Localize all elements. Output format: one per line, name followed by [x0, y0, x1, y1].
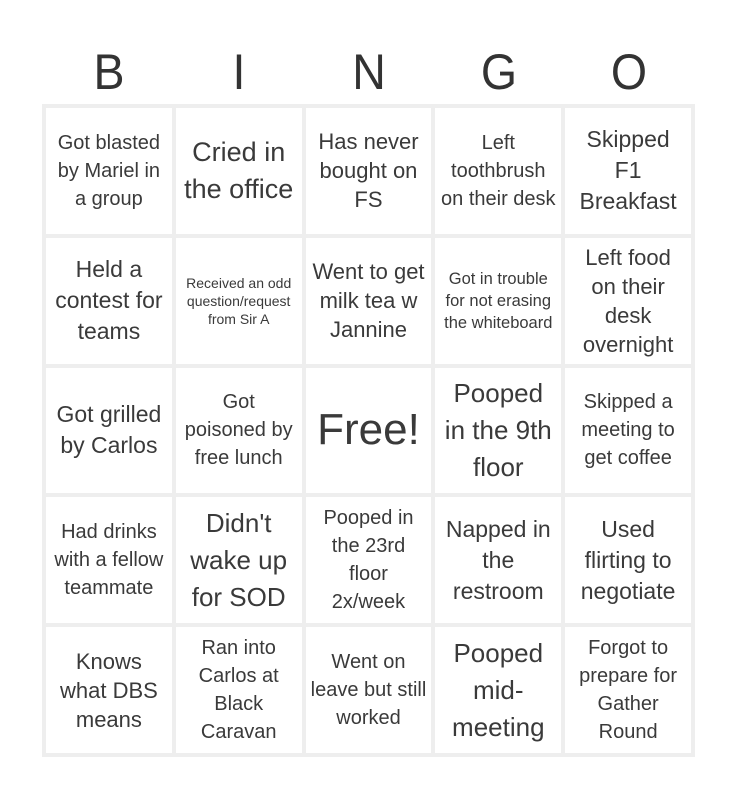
- bingo-cell-r4-c3[interactable]: [435, 627, 561, 753]
- bingo-cell-r4-c0[interactable]: [46, 627, 172, 753]
- free-space-label: Free!: [317, 405, 420, 455]
- cell-label: Got in trouble for not erasing the whiteboard: [444, 269, 553, 332]
- cell-label: Got poisoned by free lunch: [184, 391, 293, 470]
- cell-label: Left food on their desk overnight: [582, 244, 674, 357]
- bingo-cell-r3-c0[interactable]: [46, 497, 172, 623]
- cell-label: Skipped F1 Breakfast: [579, 126, 677, 215]
- bingo-cell-r4-c2[interactable]: [306, 627, 432, 753]
- cell-label: Had drinks with a fellow teammate: [54, 521, 164, 600]
- bingo-cell-r3-c2[interactable]: [306, 497, 432, 623]
- header-letter-n: N: [352, 44, 386, 100]
- bingo-cell-r0-c3[interactable]: [435, 108, 561, 234]
- bingo-cell-r0-c4[interactable]: [565, 108, 691, 234]
- bingo-cell-r4-c1[interactable]: [176, 627, 302, 753]
- cell-label: Went to get milk tea w Jannine: [312, 259, 425, 343]
- cell-label: Napped in the restroom: [445, 515, 551, 604]
- cell-label: Cried in the office: [184, 136, 294, 204]
- bingo-cell-r3-c3[interactable]: [435, 497, 561, 623]
- cell-label: Held a contest for teams: [55, 256, 163, 345]
- header-letter-g: G: [480, 44, 518, 100]
- bingo-cell-r3-c1[interactable]: [176, 497, 302, 623]
- cell-label: Pooped in the 9th floor: [444, 377, 552, 482]
- cell-label: Got grilled by Carlos: [56, 401, 162, 459]
- bingo-cell-r0-c2[interactable]: [306, 108, 432, 234]
- bingo-board: [42, 104, 695, 757]
- bingo-header: [44, 44, 694, 100]
- bingo-cell-r3-c4[interactable]: [565, 497, 691, 623]
- cell-label: Knows what DBS means: [59, 648, 158, 732]
- bingo-cell-r2-c0[interactable]: [46, 368, 172, 494]
- bingo-cell-r0-c0[interactable]: [46, 108, 172, 234]
- cell-label: Didn't wake up for SOD: [190, 507, 288, 612]
- header-letter-i: I: [232, 44, 246, 100]
- cell-label: Ran into Carlos at Black Caravan: [198, 637, 279, 744]
- cell-label: Received an odd question/request from Sir A: [186, 274, 292, 327]
- bingo-cell-r1-c4[interactable]: [565, 238, 691, 364]
- cell-label: Got blasted by Mariel in a group: [57, 131, 161, 210]
- bingo-cell-r1-c1[interactable]: [176, 238, 302, 364]
- cell-label: Used flirting to negotiate: [580, 515, 676, 604]
- cell-label: Pooped mid-meeting: [452, 637, 545, 742]
- bingo-cell-r2-c1[interactable]: [176, 368, 302, 494]
- bingo-cell-r0-c1[interactable]: [176, 108, 302, 234]
- header-letter-b: B: [93, 44, 125, 100]
- cell-label: Has never bought on FS: [318, 129, 419, 213]
- cell-label: Forgot to prepare for Gather Round: [579, 637, 678, 744]
- bingo-cell-r1-c2[interactable]: [306, 238, 432, 364]
- cell-label: Went on leave but still worked: [310, 651, 427, 730]
- bingo-cell-r4-c4[interactable]: [565, 627, 691, 753]
- bingo-cell-r1-c3[interactable]: [435, 238, 561, 364]
- cell-label: Skipped a meeting to get coffee: [581, 391, 675, 470]
- bingo-cell-r1-c0[interactable]: [46, 238, 172, 364]
- header-letter-o: O: [610, 44, 648, 100]
- free-space-cell[interactable]: [306, 368, 432, 494]
- bingo-cell-r2-c3[interactable]: [435, 368, 561, 494]
- bingo-cell-r2-c4[interactable]: [565, 368, 691, 494]
- cell-label: Left toothbrush on their desk: [441, 131, 556, 210]
- cell-label: Pooped in the 23rd floor 2x/week: [323, 507, 414, 614]
